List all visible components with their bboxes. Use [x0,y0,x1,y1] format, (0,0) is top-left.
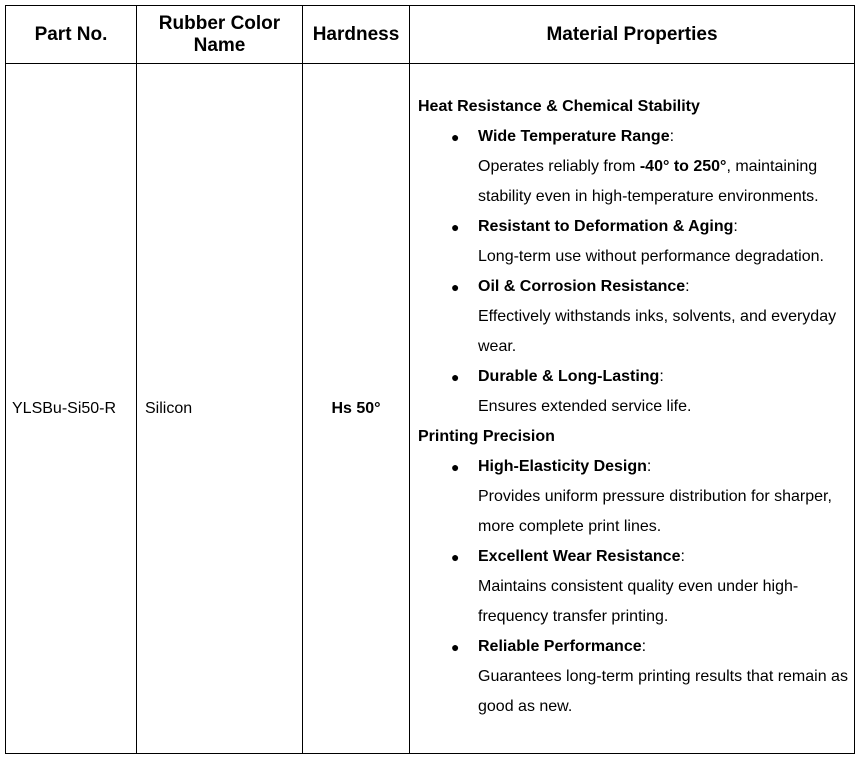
item-description: Provides uniform pressure distribution for sharper, more complete print lines. [478,488,832,535]
section-title: Heat Resistance & Chemical Stability [418,98,700,115]
item-description: Long-term use without performance degradation. [478,248,824,265]
header-row [6,6,855,64]
bullet-icon: ● [451,549,460,565]
item-title: Excellent Wear Resistance [478,548,681,565]
header-part-no: Part No. [6,6,137,64]
list-item [418,362,848,422]
item-title: High-Elasticity Design [478,458,647,475]
header-hardness: Hardness [303,6,410,64]
item-title: Resistant to Deformation & Aging [478,218,734,235]
properties-section [418,92,848,422]
header-rubber-color-name: Rubber Color Name [137,6,303,64]
item-description-text: Operates reliably from [478,158,640,175]
item-description-tail: , maintaining stability even in high-temperature environments. [478,158,819,205]
item-colon: : [733,218,738,235]
item-title: Wide Temperature Range [478,128,670,145]
table-row [6,64,855,754]
item-title: Durable & Long-Lasting [478,368,660,385]
item-colon: : [680,548,685,565]
item-description: Ensures extended service life. [478,398,692,415]
material-properties-cell [410,64,855,754]
item-colon: : [659,368,664,385]
property-list [418,122,848,422]
item-description: Effectively withstands inks, solvents, and everyday wear. [478,308,837,355]
temperature-range-value: -40° to 250° [639,158,727,175]
list-item [418,452,848,542]
section-title: Printing Precision [418,428,555,445]
item-title: Oil & Corrosion Resistance [478,278,686,295]
item-colon: : [646,458,652,475]
list-item [418,632,848,722]
hardness-cell: Hs 50° [303,64,410,754]
part-no-cell: YLSBu-Si50-R [6,64,137,754]
bullet-icon: ● [451,219,460,235]
product-spec-table [5,5,855,754]
item-colon: : [641,638,647,655]
item-colon: : [685,278,690,295]
bullet-icon: ● [451,459,460,475]
bullet-icon: ● [451,639,460,655]
list-item [418,212,848,272]
item-description [478,152,848,212]
list-item [418,122,848,212]
item-description: Guarantees long-term printing results that remain as good as new. [478,668,848,715]
properties-section [418,422,848,722]
header-material-properties: Material Properties [410,6,855,64]
item-description: Maintains consistent quality even under high-frequency transfer printing. [478,578,799,625]
rubber-color-cell: Silicon [137,64,303,754]
bullet-icon: ● [451,279,460,295]
bullet-icon: ● [451,129,460,145]
list-item [418,542,848,632]
property-list [418,452,848,722]
item-colon: : [669,128,675,145]
list-item [418,272,848,362]
item-title: Reliable Performance [478,638,642,655]
bullet-icon: ● [451,369,460,385]
